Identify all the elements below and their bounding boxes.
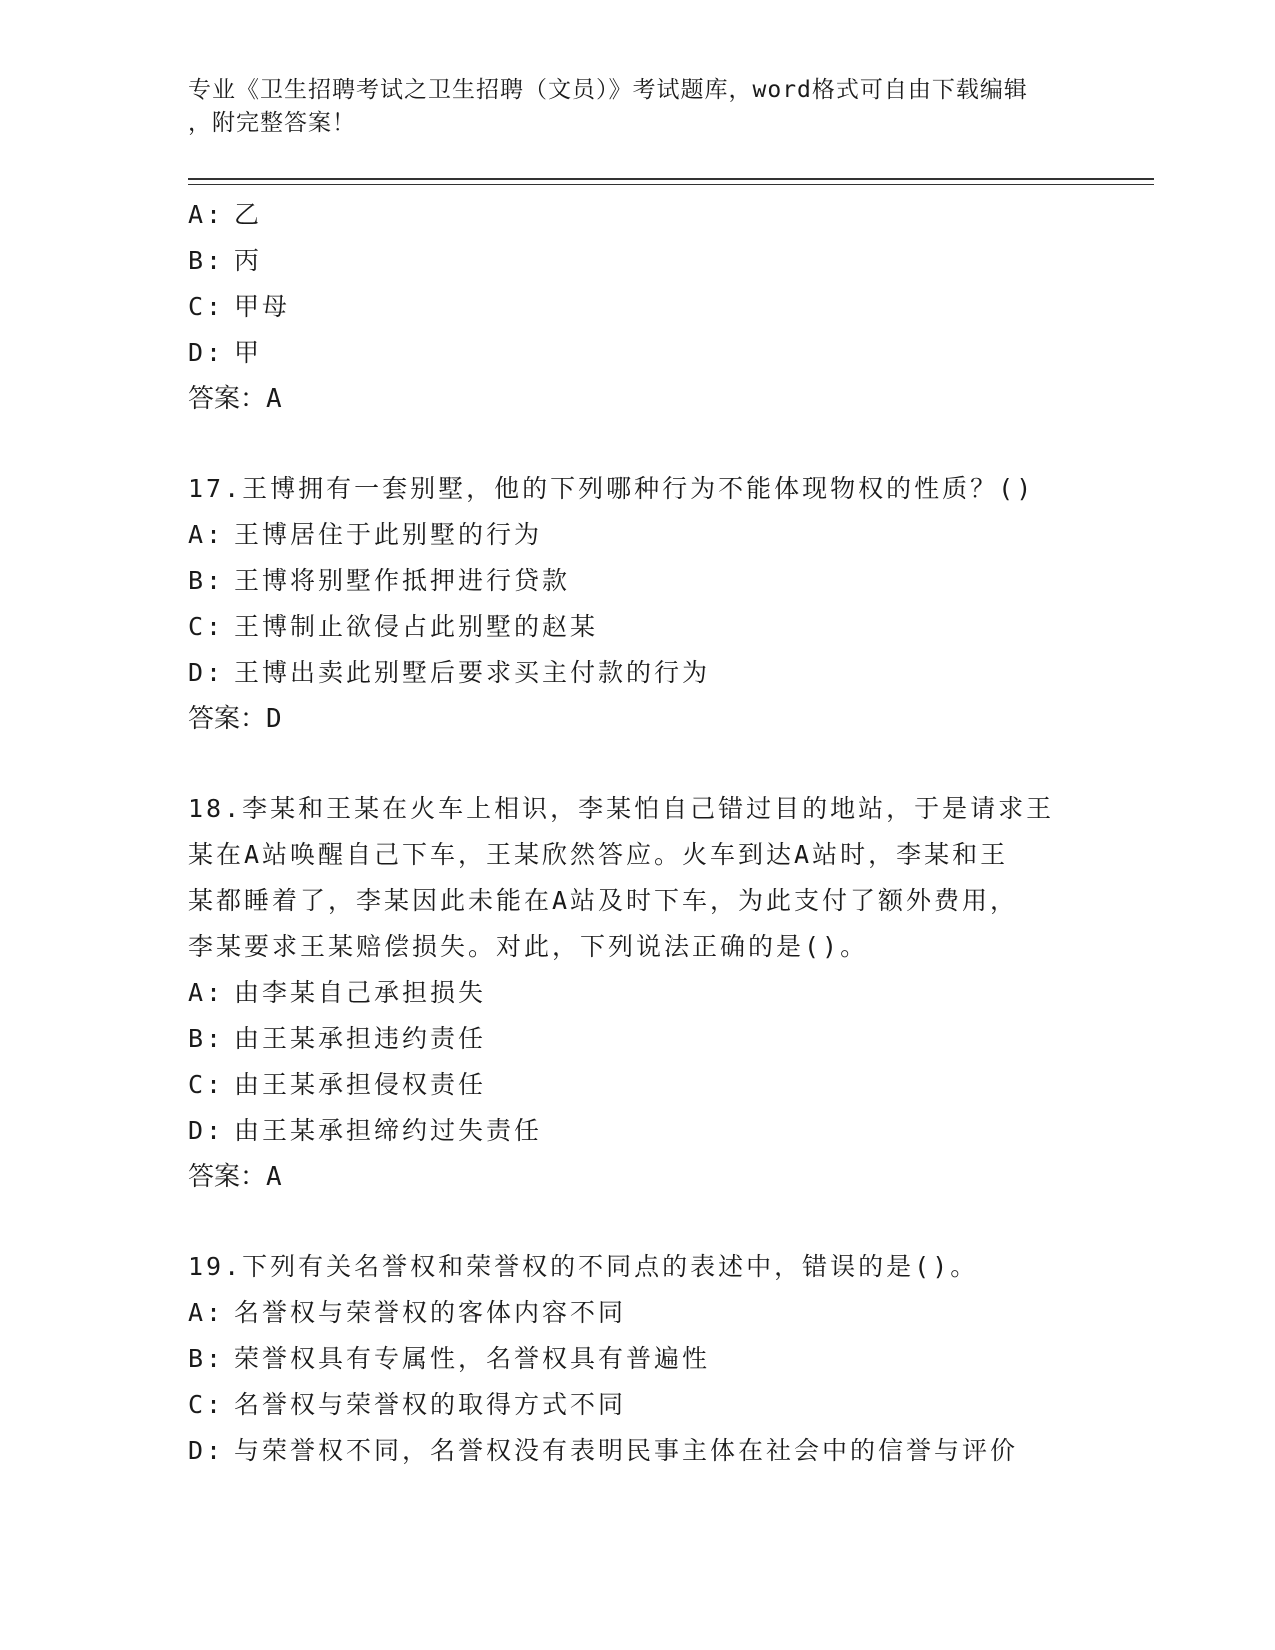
header-line-2: ，附完整答案！ xyxy=(188,110,356,136)
option-c xyxy=(188,284,1088,330)
option-letter: C: xyxy=(188,1390,225,1419)
question-19 xyxy=(188,1244,1088,1474)
option-d xyxy=(188,1108,1088,1154)
answer-line xyxy=(188,1154,1088,1200)
answer-line xyxy=(188,376,1088,422)
option-letter: B: xyxy=(188,246,225,275)
option-letter: A: xyxy=(188,200,225,229)
option-b xyxy=(188,238,1088,284)
option-a xyxy=(188,1290,1088,1336)
option-d xyxy=(188,330,1088,376)
option-c xyxy=(188,1062,1088,1108)
option-text: 与荣誉权不同，名誉权没有表明民事主体在社会中的信誉与评价 xyxy=(234,1436,1019,1465)
option-text: 丙 xyxy=(234,246,263,275)
option-b xyxy=(188,1016,1088,1062)
option-text: 名誉权与荣誉权的客体内容不同 xyxy=(234,1298,627,1327)
option-letter: B: xyxy=(188,566,225,595)
stem-line: 李某要求王某赔偿损失。对此，下列说法正确的是()。 xyxy=(188,932,869,961)
document-header xyxy=(188,74,1088,140)
option-text: 由王某承担侵权责任 xyxy=(234,1070,487,1099)
option-text: 王博制止欲侵占此别墅的赵某 xyxy=(234,612,599,641)
option-text: 甲 xyxy=(234,338,263,367)
option-letter: B: xyxy=(188,1024,225,1053)
option-letter: A: xyxy=(188,978,225,1007)
option-a xyxy=(188,192,1088,238)
option-text: 王博将别墅作抵押进行贷款 xyxy=(234,566,571,595)
option-a xyxy=(188,512,1088,558)
answer-label: 答案： xyxy=(188,704,267,734)
answer-value: D xyxy=(266,704,282,734)
option-d xyxy=(188,650,1088,696)
option-text: 由王某承担违约责任 xyxy=(234,1024,487,1053)
question-16 xyxy=(188,192,1088,422)
answer-value: A xyxy=(266,384,282,414)
question-stem xyxy=(188,786,1088,970)
option-text: 乙 xyxy=(234,200,263,229)
answer-value: A xyxy=(266,1162,282,1192)
option-letter: C: xyxy=(188,292,225,321)
option-letter: C: xyxy=(188,612,225,641)
option-d xyxy=(188,1428,1088,1474)
stem-line: 某都睡着了，李某因此未能在A站及时下车，为此支付了额外费用， xyxy=(188,886,1019,915)
option-text: 荣誉权具有专属性，名誉权具有普遍性 xyxy=(234,1344,711,1373)
option-letter: D: xyxy=(188,658,225,687)
option-letter: A: xyxy=(188,1298,225,1327)
answer-line xyxy=(188,696,1088,742)
option-text: 甲母 xyxy=(234,292,291,321)
option-text: 名誉权与荣誉权的取得方式不同 xyxy=(234,1390,627,1419)
option-letter: A: xyxy=(188,520,225,549)
answer-label: 答案： xyxy=(188,1162,267,1192)
stem-line: 17.王博拥有一套别墅，他的下列哪种行为不能体现物权的性质？() xyxy=(188,474,1035,503)
option-text: 王博居住于此别墅的行为 xyxy=(234,520,543,549)
option-text: 由王某承担缔约过失责任 xyxy=(234,1116,543,1145)
option-a xyxy=(188,970,1088,1016)
header-line-1: 专业《卫生招聘考试之卫生招聘（文员）》考试题库，word格式可自由下载编辑 xyxy=(188,77,1028,103)
document-content xyxy=(188,192,1088,1474)
option-text: 由李某自己承担损失 xyxy=(234,978,487,1007)
option-b xyxy=(188,558,1088,604)
question-17 xyxy=(188,466,1088,742)
header-divider-thick xyxy=(188,178,1154,180)
option-letter: C: xyxy=(188,1070,225,1099)
answer-label: 答案： xyxy=(188,384,267,414)
question-stem xyxy=(188,1244,1088,1290)
option-b xyxy=(188,1336,1088,1382)
stem-line: 19.下列有关名誉权和荣誉权的不同点的表述中，错误的是()。 xyxy=(188,1252,979,1281)
question-18 xyxy=(188,786,1088,1200)
option-c xyxy=(188,1382,1088,1428)
header-divider-thin xyxy=(188,184,1154,185)
stem-line: 18.李某和王某在火车上相识，李某怕自己错过目的地站，于是请求王 xyxy=(188,794,1055,823)
option-letter: D: xyxy=(188,338,225,367)
option-c xyxy=(188,604,1088,650)
option-letter: D: xyxy=(188,1436,225,1465)
question-stem xyxy=(188,466,1088,512)
option-text: 王博出卖此别墅后要求买主付款的行为 xyxy=(234,658,711,687)
stem-line: 某在A站唤醒自己下车，王某欣然答应。火车到达A站时，李某和王 xyxy=(188,840,1009,869)
option-letter: B: xyxy=(188,1344,225,1373)
option-letter: D: xyxy=(188,1116,225,1145)
